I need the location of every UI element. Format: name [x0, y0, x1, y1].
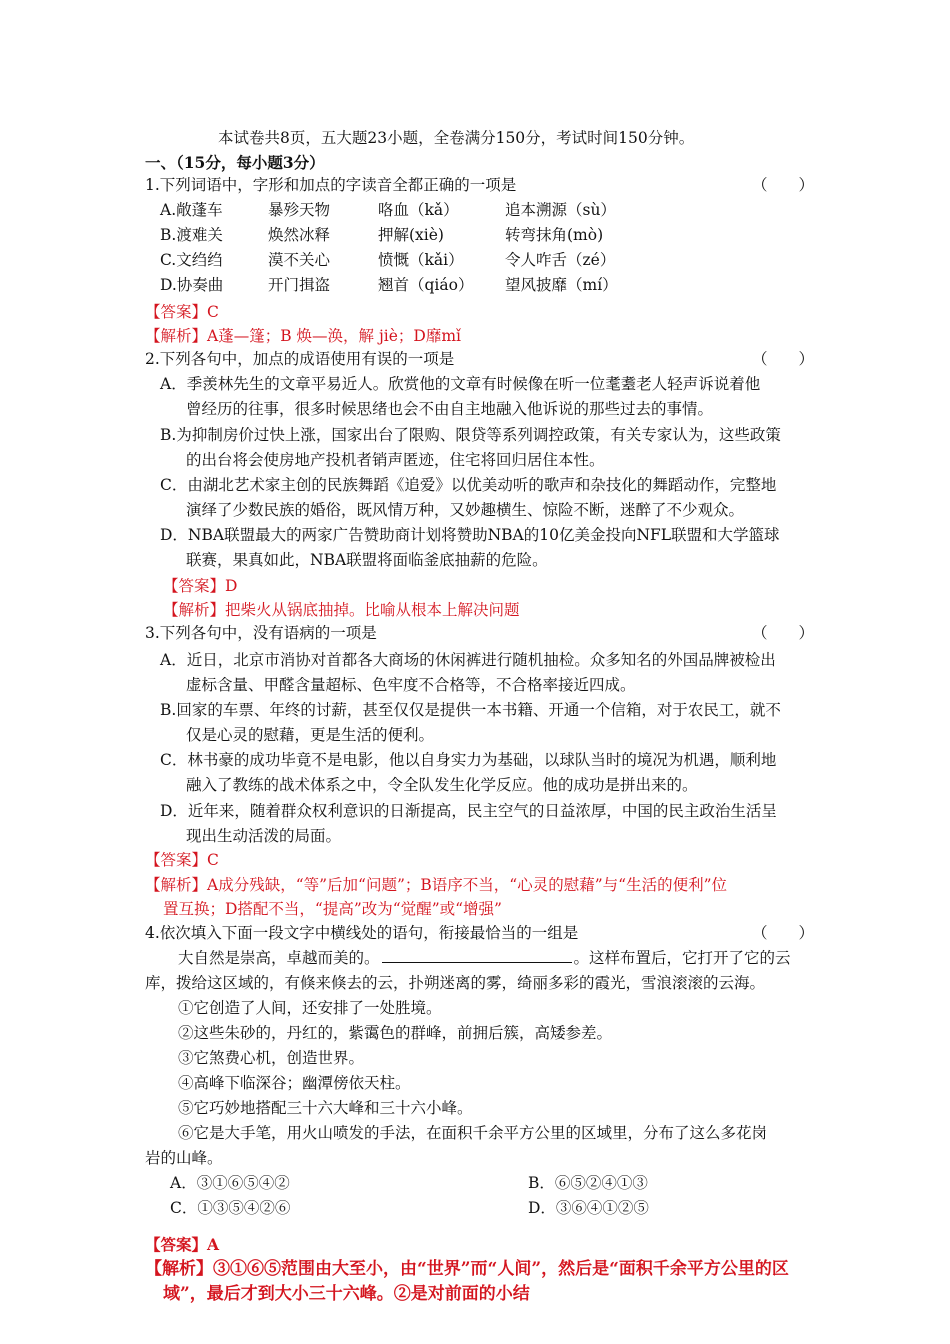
q2-answer [163, 575, 237, 597]
q2-line: 的出台将会使房地产投机者销声匿迹，住宅将回归居住本性。 [186, 451, 605, 469]
fill-in-blank [382, 948, 572, 963]
q1-option-d-1: D.协奏曲 [160, 276, 224, 294]
q4-item-cont: 岩的山峰。 [145, 1149, 223, 1167]
answer-value: D [225, 577, 238, 595]
section-title: 一、（15分，每小题3分） [145, 153, 325, 172]
q1-option-a-4: 追本溯源（sù） [505, 201, 616, 219]
q1-option-c-4: 令人咋舌（zé） [505, 251, 616, 269]
q4-item: ⑤它巧妙地搭配三十六大峰和三十六小峰。 [178, 1099, 473, 1117]
q3-analysis [145, 874, 727, 896]
q3-line: 虚标含量、甲醛含量超标、色牢度不合格等，不合格率接近四成。 [186, 676, 636, 694]
q1-option-c-1: C.文绉绉 [160, 251, 223, 269]
answer-label: 【答案】 [145, 303, 208, 321]
q3-analysis-cont: 置互换；D搭配不当，“提高”改为“觉醒”或“增强” [163, 900, 502, 918]
q4-answer-blank: （ ） [752, 924, 815, 942]
analysis-label: 【解析】 [145, 876, 208, 894]
q2-line: C．由湖北艺术家主创的民族舞蹈《追爱》以优美动听的歌声和杂技化的舞蹈动作，完整地 [160, 476, 777, 494]
q1-option-c-2: 漠不关心 [268, 251, 331, 269]
q1-option-d-4: 望风披靡（mí） [505, 276, 618, 294]
answer-value: C [207, 303, 219, 321]
q1-option-b-2: 焕然冰释 [268, 226, 331, 244]
analysis-text: A成分残缺，“等”后加“问题”；B语序不当，“心灵的慰藉”与“生活的便利”位 [207, 876, 727, 894]
q4-option-c: C．①③⑤④②⑥ [170, 1199, 291, 1217]
q1-option-d-3: 翘首（qiáo） [378, 276, 474, 294]
q1-option-a-2: 暴殄天物 [268, 201, 331, 219]
q1-stem: 1.下列词语中，字形和加点的字读音全都正确的一项是 [145, 176, 517, 194]
q4-item: ④高峰下临深谷；幽潭傍依天柱。 [178, 1074, 411, 1092]
q3-line: 现出生动活泼的局面。 [186, 827, 342, 845]
q4-item: ③它煞费心机，创造世界。 [178, 1049, 365, 1067]
q1-option-a-1: A.敞蓬车 [160, 201, 223, 219]
analysis-label: 【解析】 [145, 327, 208, 345]
q1-option-b-3: 押解(xiè) [378, 226, 444, 244]
answer-label: 【答案】 [145, 1235, 208, 1254]
q4-item: ②这些朱砂的，丹红的，紫霭色的群峰，前拥后簇，高矮参差。 [178, 1024, 613, 1042]
q2-line: 联赛，果真如此，NBA联盟将面临釜底抽薪的危险。 [186, 551, 548, 569]
q4-option-b: B．⑥⑤②④①③ [528, 1174, 648, 1192]
q3-line: A．近日，北京市消协对首都各大商场的休闲裤进行随机抽检。众多知名的外国品牌被检出 [160, 651, 776, 669]
q4-option-a: A．③①⑥⑤④② [170, 1174, 290, 1192]
q3-stem: 3.下列各句中，没有语病的一项是 [145, 624, 377, 642]
passage-end: 。这样布置后，它打开了它的云 [573, 949, 791, 967]
q3-line: C．林书豪的成功毕竟不是电影，他以自身实力为基础，以球队当时的境况为机遇，顺利地 [160, 751, 777, 769]
q2-analysis [163, 599, 520, 621]
q1-option-c-3: 愤慨（kǎi） [378, 251, 464, 269]
q4-answer [145, 1234, 219, 1256]
answer-label: 【答案】 [163, 577, 226, 595]
analysis-text: A蓬—篷；B 焕—涣，解 jiè；D靡mǐ [207, 327, 461, 345]
analysis-text: 把柴火从锅底抽掉。比喻从根本上解决问题 [225, 601, 520, 619]
exam-header: 本试卷共8页，五大题23小题，全卷满分150分，考试时间150分钟。 [218, 129, 695, 147]
q4-item: ⑥它是大手笔，用火山喷发的手法，在面积千余平方公里的区域里，分布了这么多花岗 [178, 1124, 768, 1142]
q4-item: ①它创造了人间，还安排了一处胜境。 [178, 999, 442, 1017]
q1-option-b-4: 转弯抹角(mò) [505, 226, 604, 244]
q1-answer-blank: （ ） [752, 176, 815, 194]
analysis-label: 【解析】 [145, 1259, 213, 1279]
q2-line: 演绎了少数民族的婚俗，既风情万种，又妙趣横生、惊险不断，迷醉了不少观众。 [186, 501, 745, 519]
q4-analysis [145, 1258, 789, 1280]
q3-line: 融入了教练的战术体系之中，令全队发生化学反应。他的成功是拼出来的。 [186, 776, 698, 794]
answer-value: A [207, 1235, 220, 1254]
q3-answer [145, 849, 219, 871]
passage-start: 大自然是崇高，卓越而美的。 [178, 949, 380, 967]
q3-line: 仅是心灵的慰藉，更是生活的便利。 [186, 726, 435, 744]
analysis-text: ③①⑥⑤范围由大至小，由“世界”而“人间”，然后是“面积千余平方公里的区 [213, 1259, 789, 1279]
q1-answer [145, 301, 219, 323]
q2-stem: 2.下列各句中，加点的成语使用有误的一项是 [145, 350, 455, 368]
q4-analysis-cont: 域”，最后才到大小三十六峰。②是对前面的小结 [163, 1284, 530, 1304]
q3-answer-blank: （ ） [752, 624, 815, 642]
q3-line: D．近年来，随着群众权利意识的日渐提高，民主空气的日益浓厚，中国的民主政治生活呈 [160, 802, 777, 820]
q1-option-d-2: 开门揖盗 [268, 276, 331, 294]
q3-line: B.回家的车票、年终的讨薪，甚至仅仅是提供一本书籍、开通一个信箱，对于农民工，就不 [160, 701, 781, 719]
q1-option-b-1: B.渡难关 [160, 226, 223, 244]
q2-line: A．季羡林先生的文章平易近人。欣赏他的文章有时候像在听一位耄耋老人轻声诉说着他 [160, 375, 761, 393]
answer-label: 【答案】 [145, 851, 208, 869]
q1-option-a-3: 咯血（kǎ） [378, 201, 459, 219]
q1-analysis [145, 325, 461, 347]
q4-passage-line-2: 库，拨给这区域的，有倏来倏去的云，扑朔迷离的雾，绮丽多彩的霞光，雪浪滚滚的云海。 [145, 974, 766, 992]
answer-value: C [207, 851, 219, 869]
q2-answer-blank: （ ） [752, 350, 815, 368]
q4-passage-line-1 [178, 947, 791, 969]
q2-line: D．NBA联盟最大的两家广告赞助商计划将赞助NBA的10亿美金投向NFL联盟和大学篮球 [160, 526, 780, 544]
q4-stem: 4.依次填入下面一段文字中横线处的语句，衔接最恰当的一组是 [145, 924, 579, 942]
q2-line: B.为抑制房价过快上涨，国家出台了限购、限贷等系列调控政策，有关专家认为，这些政策 [160, 426, 781, 444]
q4-option-d: D．③⑥④①②⑤ [528, 1199, 649, 1217]
q2-line: 曾经历的往事，很多时候思绪也会不由自主地融入他诉说的那些过去的事情。 [186, 400, 714, 418]
analysis-label: 【解析】 [163, 601, 226, 619]
